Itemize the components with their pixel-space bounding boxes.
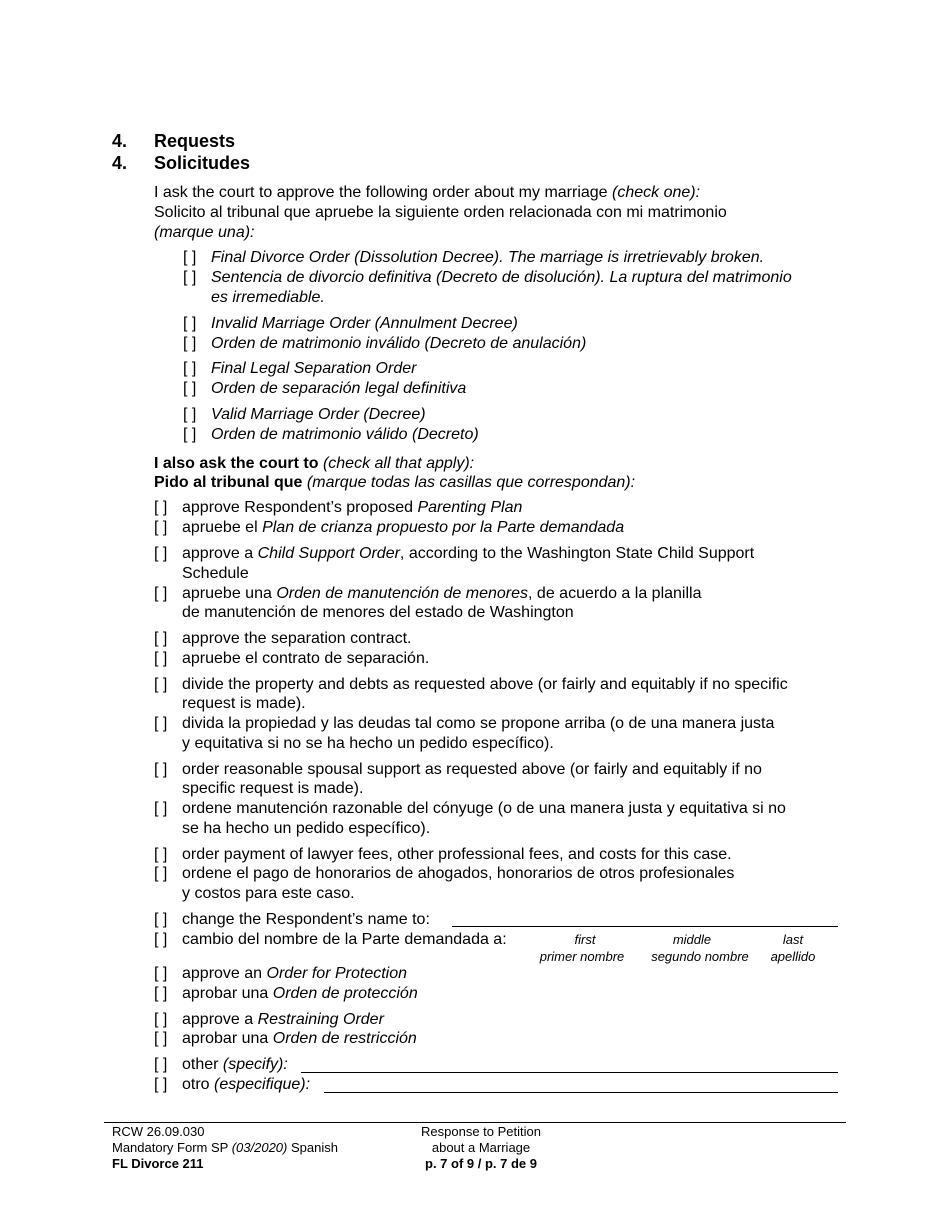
section-number: 4. [112,131,128,151]
checkbox-child-support-es[interactable]: [ ] [154,585,168,602]
checkbox-lawyer-fees[interactable]: [ ] [154,846,168,863]
footer-doc-title-cont: about a Marriage [431,1140,531,1155]
request-spousal-support-en-cont: specific request is made). [182,780,364,797]
checkbox-restraining-order-es[interactable]: [ ] [154,1030,168,1047]
checkbox-order-protection-es[interactable]: [ ] [154,985,168,1002]
request-divide-property-en-cont: request is made). [182,695,306,712]
request-lawyer-fees-es-cont: y costos para este caso. [182,885,355,902]
checkbox-order-protection[interactable]: [ ] [154,965,168,982]
checkbox-final-divorce[interactable]: [ ] [183,249,197,266]
request-child-support-en-cont: Schedule [182,565,249,582]
order-legal-separation-es: Orden de separación legal definitiva [211,380,467,397]
order-final-divorce-en: Final Divorce Order (Dissolution Decree). The marriage is irretrievably broken. [211,249,765,266]
request-other-en: other (specify): [182,1056,288,1073]
checkbox-spousal-support[interactable]: [ ] [154,761,168,778]
request-other-es: otro (especifique): [182,1076,311,1093]
section-title-es: Solicitudes [154,153,251,173]
also-ask-en: I also ask the court to (check all that apply): [154,455,475,472]
also-ask-es: Pido al tribunal que (marque todas las casillas que correspondan): [154,474,636,491]
name-first-label: first [574,932,596,947]
order-valid-marriage-en: Valid Marriage Order (Decree) [211,406,426,423]
footer-form: Mandatory Form SP (03/2020) Spanish [112,1140,338,1155]
intro-es-note: (marque una): [154,224,255,241]
order-final-divorce-es: Sentencia de divorcio definitiva (Decreto de disolución). La ruptura del matrimonio [211,269,792,286]
checkbox-invalid-marriage[interactable]: [ ] [183,315,197,332]
intro-en: I ask the court to approve the following order about my marriage (check one): [154,184,701,201]
request-name-change-es: cambio del nombre de la Parte demandada a: [182,931,507,948]
request-order-protection-es: aprobar una Orden de protección [182,985,418,1002]
footer-divider [104,1122,846,1123]
checkbox-final-divorce-es[interactable]: [ ] [183,269,197,286]
request-child-support-es: apruebe una Orden de manutención de menores, de acuerdo a la planilla [182,585,702,602]
request-name-change-en: change the Respondent’s name to: [182,911,430,928]
name-last-label-es: apellido [770,949,816,964]
request-divide-property-es-cont: y equitativa si no se ha hecho un pedido específico). [182,735,554,752]
request-parenting-plan-en: approve Respondent’s proposed Parenting Plan [182,499,523,516]
order-valid-marriage-es: Orden de matrimonio válido (Decreto) [211,426,479,443]
checkbox-child-support[interactable]: [ ] [154,545,168,562]
checkbox-divide-property-es[interactable]: [ ] [154,715,168,732]
checkbox-name-change[interactable]: [ ] [154,911,168,928]
checkbox-valid-marriage[interactable]: [ ] [183,406,197,423]
checkbox-other-es[interactable]: [ ] [154,1076,168,1093]
other-specify-field[interactable] [301,1072,838,1073]
request-child-support-en: approve a Child Support Order, according to the Washington State Child Support [182,545,755,562]
checkbox-restraining-order[interactable]: [ ] [154,1011,168,1028]
footer-form-id: FL Divorce 211 [112,1156,204,1171]
order-invalid-marriage-en: Invalid Marriage Order (Annulment Decree) [211,315,518,332]
checkbox-parenting-plan[interactable]: [ ] [154,499,168,516]
footer-page-number: p. 7 of 9 / p. 7 de 9 [425,1156,537,1171]
other-specify-field-es[interactable] [324,1092,838,1093]
request-restraining-order-en: approve a Restraining Order [182,1011,384,1028]
order-invalid-marriage-es: Orden de matrimonio inválido (Decreto de anulación) [211,335,587,352]
request-order-protection-en: approve an Order for Protection [182,965,408,982]
request-child-support-es-cont: de manutención de menores del estado de Washington [182,604,574,621]
name-middle-label-es: segundo nombre [651,949,749,964]
checkbox-name-change-es[interactable]: [ ] [154,931,168,948]
checkbox-legal-separation-es[interactable]: [ ] [183,380,197,397]
checkbox-spousal-support-es[interactable]: [ ] [154,800,168,817]
checkbox-separation-contract-es[interactable]: [ ] [154,650,168,667]
checkbox-valid-marriage-es[interactable]: [ ] [183,426,197,443]
checkbox-invalid-marriage-es[interactable]: [ ] [183,335,197,352]
checkbox-separation-contract[interactable]: [ ] [154,630,168,647]
request-lawyer-fees-es: ordene el pago de honorarios de ahogados, honorarios de otros profesionales [182,865,735,882]
request-divide-property-en: divide the property and debts as requested above (or fairly and equitably if no specific [182,676,788,693]
request-divide-property-es: divida la propiedad y las deudas tal como se propone arriba (o de una manera justa [182,715,775,732]
name-change-field[interactable] [452,926,838,927]
footer-rcw: RCW 26.09.030 [112,1124,205,1139]
checkbox-lawyer-fees-es[interactable]: [ ] [154,865,168,882]
request-restraining-order-es: aprobar una Orden de restricción [182,1030,417,1047]
request-spousal-support-es-cont: se ha hecho un pedido específico). [182,820,431,837]
request-separation-contract-en: approve the separation contract. [182,630,412,647]
request-spousal-support-en: order reasonable spousal support as requested above (or fairly and equitably if no [182,761,762,778]
request-separation-contract-es: apruebe el contrato de separación. [182,650,430,667]
section-number-es: 4. [112,153,128,173]
request-lawyer-fees-en: order payment of lawyer fees, other professional fees, and costs for this case. [182,846,732,863]
section-title-en: Requests [154,131,236,151]
name-first-label-es: primer nombre [539,949,625,964]
order-final-divorce-es-cont: es irremediable. [211,289,325,306]
checkbox-legal-separation[interactable]: [ ] [183,360,197,377]
checkbox-other[interactable]: [ ] [154,1056,168,1073]
intro-es: Solicito al tribunal que apruebe la siguiente orden relacionada con mi matrimonio [154,204,727,221]
checkbox-divide-property[interactable]: [ ] [154,676,168,693]
request-spousal-support-es: ordene manutención razonable del cónyuge (o de una manera justa y equitativa si no [182,800,786,817]
footer-doc-title: Response to Petition [421,1124,541,1139]
request-parenting-plan-es: apruebe el Plan de crianza propuesto por la Parte demandada [182,519,625,536]
name-middle-label: middle [672,932,712,947]
order-legal-separation-en: Final Legal Separation Order [211,360,417,377]
name-last-label: last [782,932,804,947]
checkbox-parenting-plan-es[interactable]: [ ] [154,519,168,536]
